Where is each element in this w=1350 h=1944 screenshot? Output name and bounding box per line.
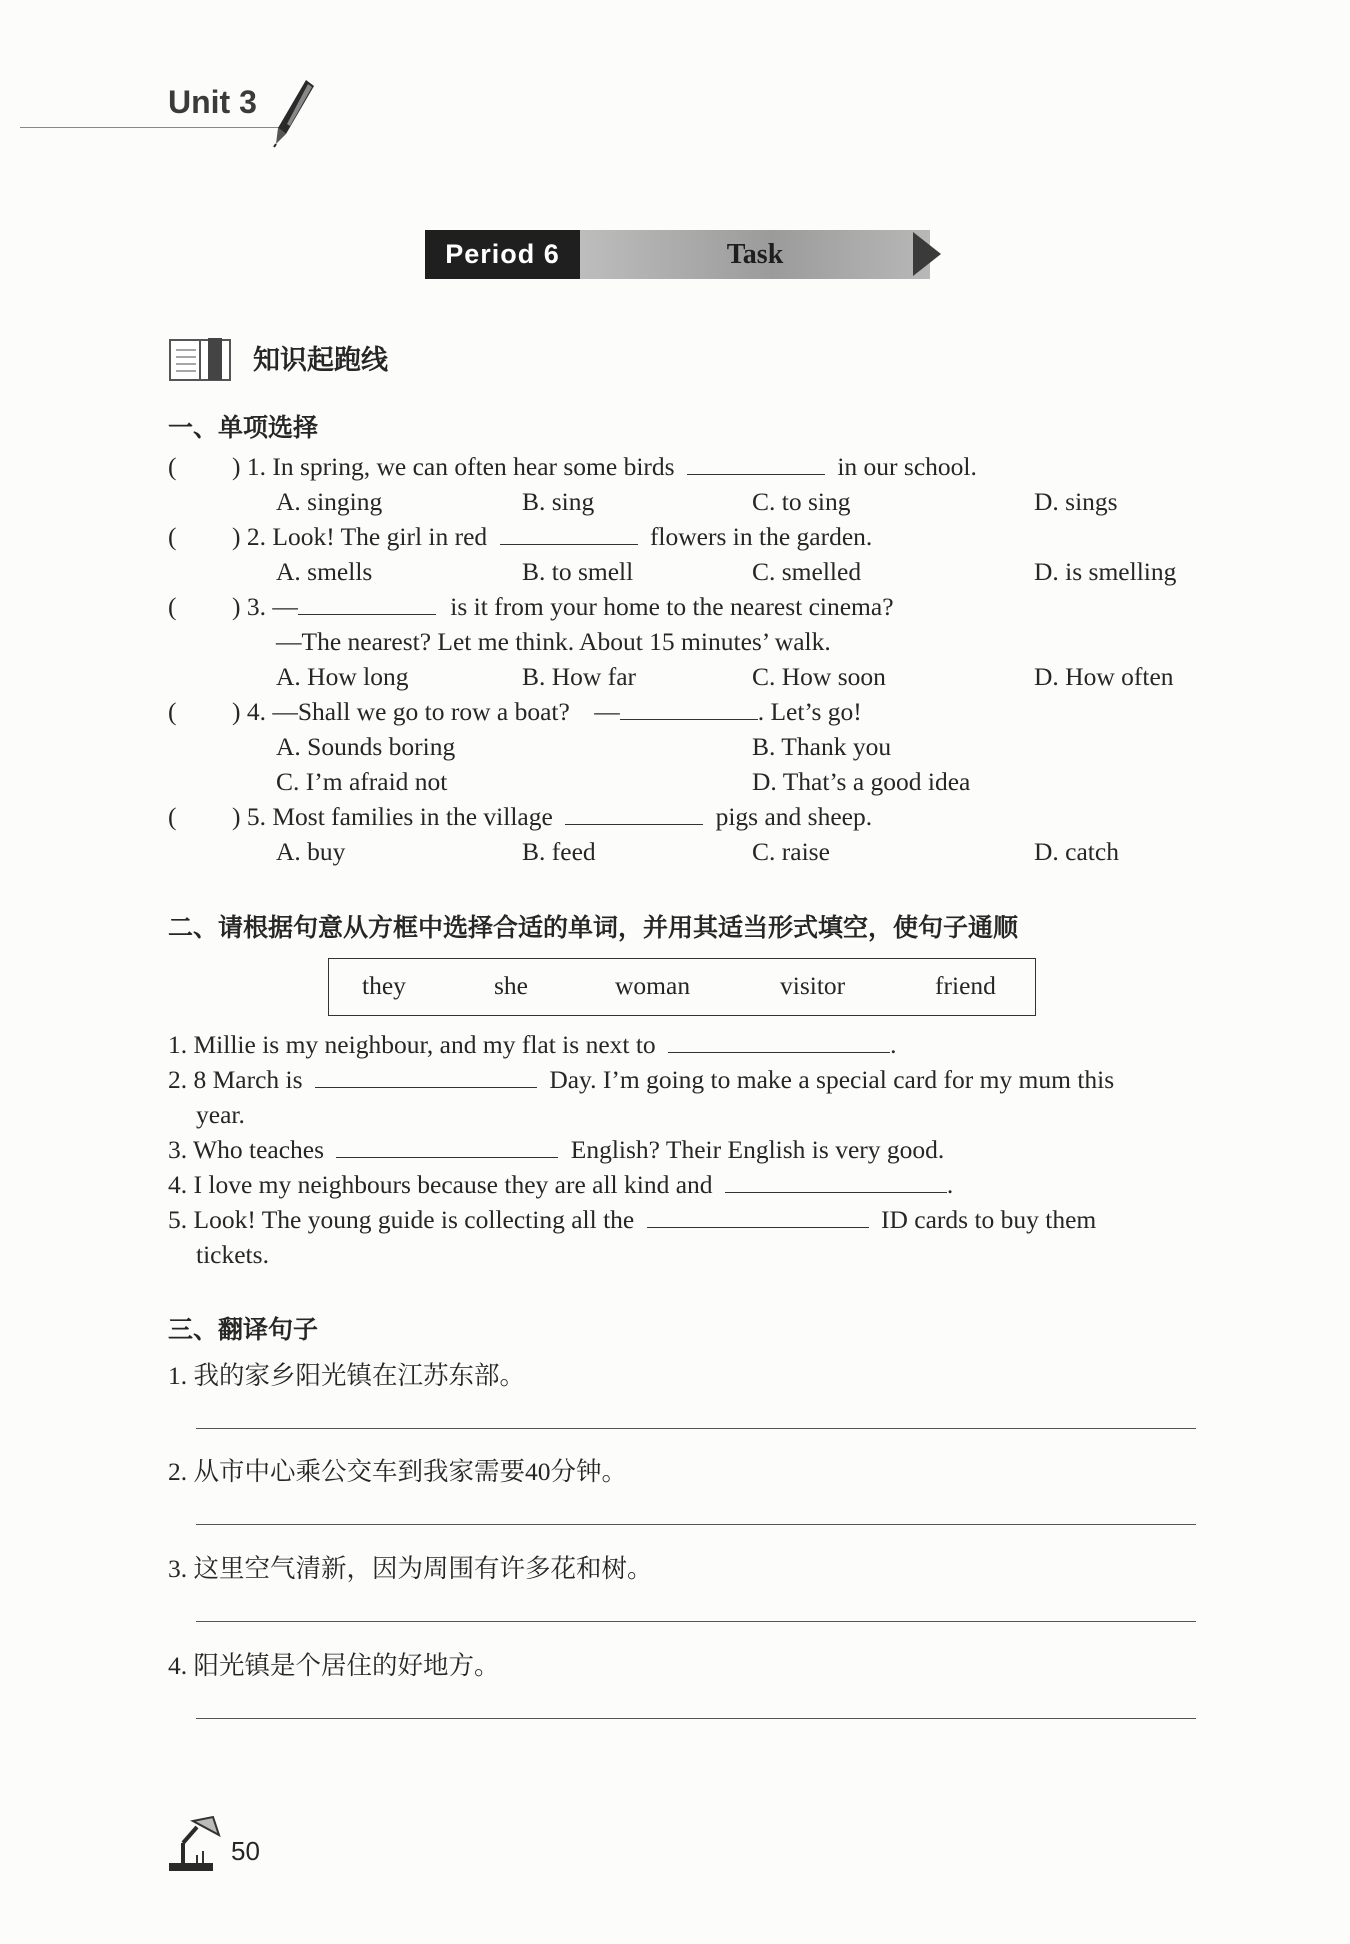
translate-item-1: 1. 我的家乡阳光镇在江苏东部。 (168, 1361, 526, 1390)
q1-option-c: C. to sing (752, 487, 851, 516)
q1-stem-a: ) 1. In spring, we can often hear some birds (232, 452, 675, 481)
fill-5-text-c: tickets. (196, 1240, 269, 1269)
q4-option-c: C. I’m afraid not (276, 767, 448, 796)
pen-icon (272, 76, 318, 148)
q5-option-d: D. catch (1034, 837, 1119, 866)
page-number: 50 (231, 1836, 260, 1866)
fill-5-text-a: 5. Look! The young guide is collecting all the (168, 1205, 635, 1234)
fill-1-blank[interactable] (668, 1051, 890, 1053)
q1-stem (232, 452, 977, 482)
q4-stem (232, 697, 862, 727)
q1-paren: ( (168, 452, 177, 481)
fill-5-blank[interactable] (647, 1226, 869, 1228)
q4-stem-b: . Let’s go! (757, 697, 862, 726)
lamp-icon (167, 1815, 223, 1873)
q2-option-a: A. smells (276, 557, 373, 586)
q1-blank[interactable] (687, 473, 825, 475)
period-banner (425, 230, 945, 279)
answer-line-1[interactable] (196, 1428, 1196, 1429)
q5-blank[interactable] (565, 823, 703, 825)
fill-sentence-4 (168, 1170, 953, 1200)
fill-sentence-2 (168, 1065, 1114, 1095)
fill-4-text-a: 4. I love my neighbours because they are all kind and (168, 1170, 713, 1199)
q3-option-d: D. How often (1034, 662, 1174, 691)
q5-paren: ( (168, 802, 177, 831)
q2-stem-b: flowers in the garden. (649, 522, 873, 551)
q4-paren: ( (168, 697, 177, 726)
q3-stem (232, 592, 894, 622)
fill-4-text-b: . (946, 1170, 954, 1199)
answer-line-2[interactable] (196, 1524, 1196, 1525)
part1-heading: 一、单项选择 (168, 415, 319, 442)
translate-item-2: 2. 从市中心乘公交车到我家需要40分钟。 (168, 1457, 628, 1486)
fill-5-text-b: ID cards to buy them (880, 1205, 1097, 1234)
q3-option-a: A. How long (276, 662, 409, 691)
q3-paren: ( (168, 592, 177, 621)
header-rule (20, 127, 280, 128)
fill-3-text-b: English? Their English is very good. (570, 1135, 945, 1164)
q1-option-b: B. sing (522, 487, 595, 516)
fill-sentence-1 (168, 1030, 896, 1060)
q5-stem-a: ) 5. Most families in the village (232, 802, 553, 831)
q2-option-d: D. is smelling (1034, 557, 1177, 586)
q3-line2: —The nearest? Let me think. About 15 minutes’ walk. (276, 627, 831, 656)
q1-stem-b: in our school. (837, 452, 977, 481)
period-label: Period 6 (425, 230, 580, 279)
unit-title: Unit 3 (168, 84, 257, 120)
translate-item-4: 4. 阳光镇是个居住的好地方。 (168, 1651, 500, 1680)
q4-blank[interactable] (620, 718, 758, 720)
fill-1-text-b: . (890, 1030, 897, 1059)
fill-2-text-b: Day. I’m going to make a special card for my mum this (549, 1065, 1115, 1094)
q3-stem-a: ) 3. — (232, 592, 298, 621)
answer-line-3[interactable] (196, 1621, 1196, 1622)
period-title: Task (580, 230, 930, 279)
word-woman: woman (615, 971, 691, 1000)
q1-option-a: A. singing (276, 487, 383, 516)
q4-option-b: B. Thank you (752, 732, 892, 761)
section-main-title: 知识起跑线 (253, 345, 388, 375)
q2-stem (232, 522, 872, 552)
q2-paren: ( (168, 522, 177, 551)
fill-2-blank[interactable] (315, 1086, 537, 1088)
translate-item-3: 3. 这里空气清新，因为周围有许多花和树。 (168, 1554, 653, 1583)
q5-stem (232, 802, 872, 832)
q5-option-c: C. raise (752, 837, 830, 866)
fill-3-blank[interactable] (336, 1156, 558, 1158)
fill-4-blank[interactable] (725, 1191, 947, 1193)
word-box (328, 958, 1036, 1016)
q2-option-c: C. smelled (752, 557, 862, 586)
q5-option-b: B. feed (522, 837, 596, 866)
answer-line-4[interactable] (196, 1718, 1196, 1719)
fill-3-text-a: 3. Who teaches (168, 1135, 325, 1164)
fill-1-text-a: 1. Millie is my neighbour, and my flat is next to (168, 1030, 656, 1059)
q2-stem-a: ) 2. Look! The girl in red (232, 522, 488, 551)
q5-option-a: A. buy (276, 837, 346, 866)
q5-stem-b: pigs and sheep. (715, 802, 873, 831)
q4-dash: — (594, 697, 620, 726)
word-she: she (494, 971, 528, 1000)
arrow-icon (913, 232, 941, 276)
q1-option-d: D. sings (1034, 487, 1118, 516)
fill-sentence-3 (168, 1135, 944, 1165)
part2-heading: 二、请根据句意从方框中选择合适的单词，并用其适当形式填空，使句子通顺 (168, 915, 1019, 942)
fill-2-text-a: 2. 8 March is (168, 1065, 303, 1094)
word-they: they (362, 971, 406, 1000)
word-visitor: visitor (780, 971, 846, 1000)
part3-heading: 三、翻译句子 (168, 1317, 319, 1344)
q3-blank[interactable] (298, 613, 436, 615)
q3-stem-b: is it from your home to the nearest cinema? (450, 592, 894, 621)
q3-option-b: B. How far (522, 662, 637, 691)
q2-blank[interactable] (500, 543, 638, 545)
fill-2-text-c: year. (196, 1100, 245, 1129)
fill-sentence-5 (168, 1205, 1096, 1235)
q4-option-a: A. Sounds boring (276, 732, 456, 761)
word-friend: friend (935, 971, 996, 1000)
q2-option-b: B. to smell (522, 557, 634, 586)
book-icon (168, 336, 234, 382)
q4-stem-a: ) 4. —Shall we go to row a boat? (232, 697, 570, 726)
q3-option-c: C. How soon (752, 662, 886, 691)
q4-option-d: D. That’s a good idea (752, 767, 971, 796)
